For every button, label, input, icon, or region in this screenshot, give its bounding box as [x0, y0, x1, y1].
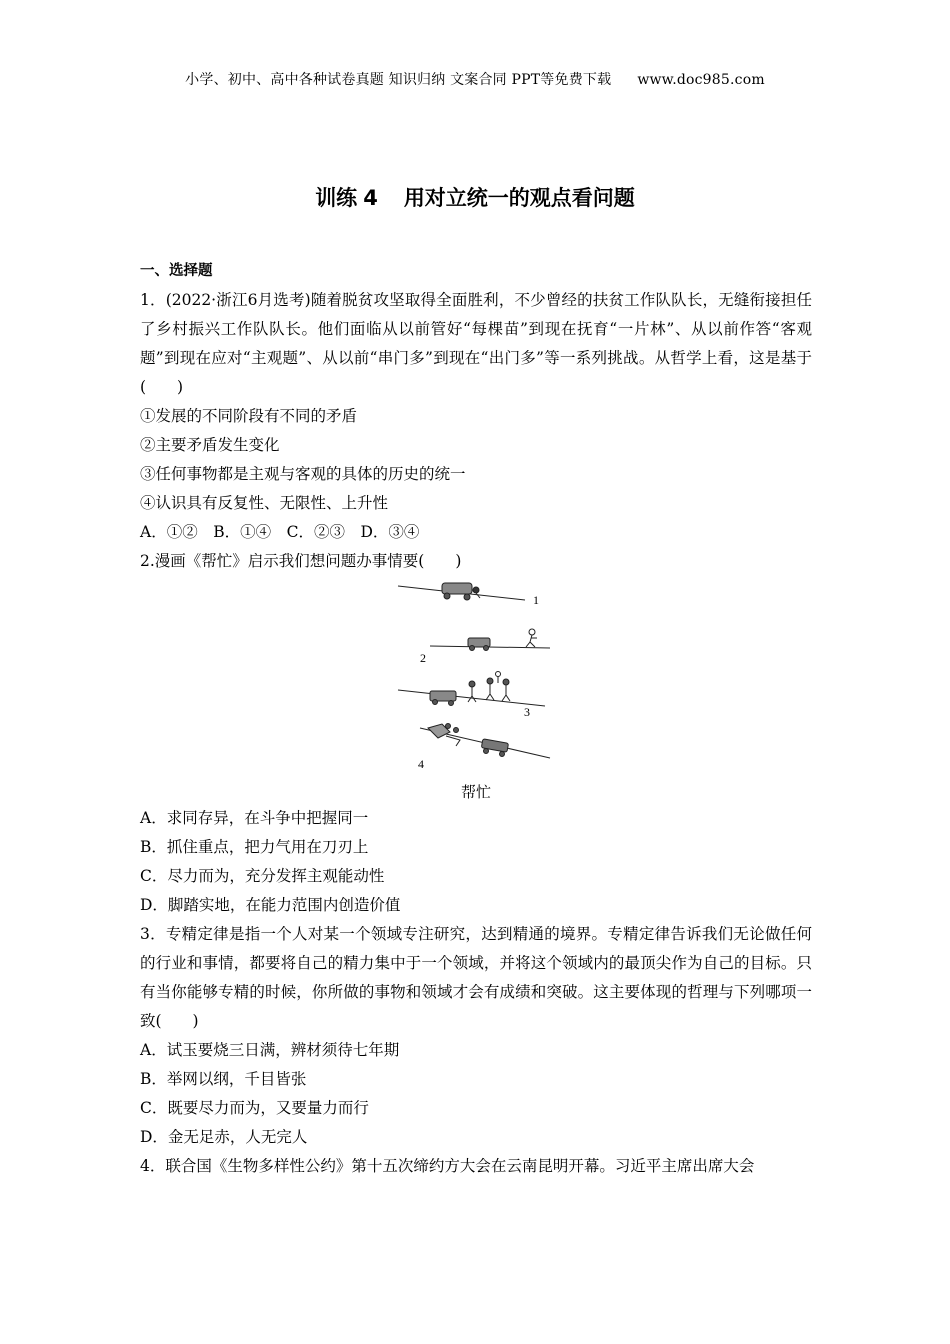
q3-option: C．既要尽力而为，又要量力而行 [140, 1099, 369, 1117]
title-number: 4 [363, 186, 378, 210]
q1-options: A．①② B．①④ C．②③ D．③④ [140, 523, 420, 541]
q1-item: ④认识具有反复性、无限性、上升性 [140, 494, 389, 512]
figure-caption: 帮忙 [460, 783, 491, 801]
panel-label: 4 [418, 757, 424, 771]
q2-option: A．求同存异，在斗争中把握同一 [140, 809, 369, 827]
cart-figure [442, 583, 480, 600]
q1-item: ②主要矛盾发生变化 [140, 436, 280, 454]
header-text: 小学、初中、高中各种试卷真题 知识归纳 文案合同 PPT等免费下载 [185, 72, 612, 88]
panel-label: 2 [420, 651, 426, 665]
section-heading: 一、选择题 [140, 263, 213, 279]
cartoon-illustration [390, 578, 560, 800]
document-body [140, 257, 812, 1181]
q2-option: D．脚踏实地，在能力范围内创造价值 [140, 896, 401, 914]
title-text: 用对立统一的观点看问题 [403, 186, 635, 210]
header-url[interactable]: www.doc985.com [637, 72, 765, 88]
title-prefix: 训练 [315, 186, 358, 210]
panel-label: 3 [524, 705, 530, 719]
q3-stem: 3．专精定律是指一个人对某一个领域专注研究，达到精通的境界。专精定律告诉我们无论做任何的行业和事情，都要将自己的精力集中于一个领域，并将这个领域内的最顶尖作为自己的目标。只有当你能够专精的时候，你所做的事物和领域才会有成绩和突破。这主要体现的哲理与下列哪项一致( ) [140, 925, 812, 1030]
page-title [0, 182, 950, 212]
q1-item: ③任何事物都是主观与客观的具体的历史的统一 [140, 465, 466, 483]
q3-option: D．金无足赤，人无完人 [140, 1128, 308, 1146]
q4-stem: 4．联合国《生物多样性公约》第十五次缔约方大会在云南昆明开幕。习近平主席出席大会 [140, 1157, 755, 1175]
q3-option: A．试玉要烧三日满，辨材须待七年期 [140, 1041, 400, 1059]
q1-stem: 1．(2022·浙江6月选考)随着脱贫攻坚取得全面胜利，不少曾经的扶贫工作队队长，无缝衔接担任了乡村振兴工作队队长。他们面临从以前管好“每棵苗”到现在抚育“一片林”、从以前作答“客观题”到现在应对“主观题”、从以前“串门多”到现在“出门多”等一系列挑战。从哲学上看，这是基于( ) [140, 291, 812, 396]
panel-label: 1 [533, 593, 539, 607]
q2-stem: 2.漫画《帮忙》启示我们想问题办事情要( ) [140, 552, 462, 570]
page-header [0, 69, 950, 89]
q2-option: B．抓住重点，把力气用在刀刃上 [140, 838, 369, 856]
q1-item: ①发展的不同阶段有不同的矛盾 [140, 407, 358, 425]
q3-option: B．举网以纲，千目皆张 [140, 1070, 307, 1088]
cartoon-figure [140, 578, 812, 804]
q2-option: C．尽力而为，充分发挥主观能动性 [140, 867, 385, 885]
